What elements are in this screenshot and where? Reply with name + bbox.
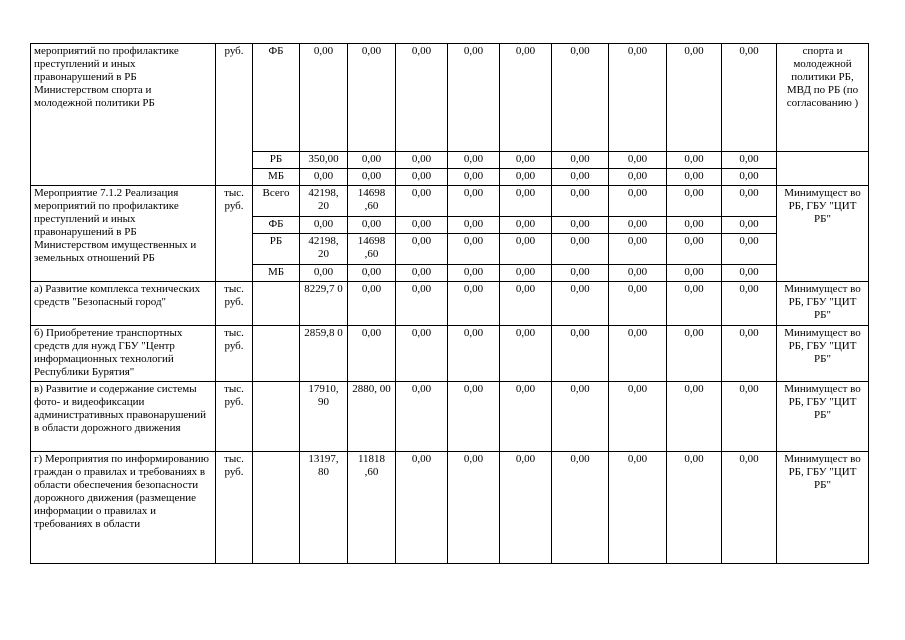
value-cell: 0,00 [448, 326, 500, 382]
unit-cell: тыс. руб. [216, 452, 253, 564]
value-cell: 0,00 [722, 234, 777, 265]
funding-source-cell: ФБ [253, 217, 300, 234]
value-cell: 0,00 [722, 382, 777, 452]
value-cell: 350,00 [300, 152, 348, 169]
value-cell: 0,00 [448, 234, 500, 265]
value-cell: 0,00 [552, 234, 609, 265]
value-cell: 2880, 00 [348, 382, 396, 452]
value-cell: 0,00 [609, 169, 667, 186]
responsible-executor: Минимущест во РБ, ГБУ "ЦИТ РБ" [777, 326, 869, 382]
value-cell: 0,00 [396, 169, 448, 186]
value-cell: 0,00 [667, 326, 722, 382]
value-cell: 0,00 [348, 265, 396, 282]
value-cell: 0,00 [448, 265, 500, 282]
value-cell: 0,00 [552, 217, 609, 234]
value-cell: 11818 ,60 [348, 452, 396, 564]
value-cell: 0,00 [448, 382, 500, 452]
value-cell: 0,00 [722, 152, 777, 169]
value-cell: 8229,7 0 [300, 282, 348, 326]
value-cell: 0,00 [552, 382, 609, 452]
value-cell: 0,00 [500, 217, 552, 234]
value-cell: 0,00 [609, 44, 667, 152]
responsible-executor-empty [777, 152, 869, 186]
funding-source-cell [253, 382, 300, 452]
funding-source-cell: МБ [253, 265, 300, 282]
value-cell: 0,00 [500, 265, 552, 282]
value-cell: 0,00 [448, 152, 500, 169]
responsible-executor: Минимущест во РБ, ГБУ "ЦИТ РБ" [777, 452, 869, 564]
value-cell: 0,00 [609, 234, 667, 265]
value-cell: 0,00 [396, 186, 448, 217]
value-cell: 0,00 [722, 169, 777, 186]
unit-cell: тыс. руб. [216, 382, 253, 452]
value-cell: 0,00 [448, 169, 500, 186]
value-cell: 0,00 [300, 265, 348, 282]
value-cell: 0,00 [500, 169, 552, 186]
value-cell: 0,00 [348, 152, 396, 169]
value-cell: 0,00 [396, 326, 448, 382]
value-cell: 0,00 [500, 186, 552, 217]
value-cell: 0,00 [500, 44, 552, 152]
unit-cell: тыс. руб. [216, 186, 253, 282]
activity-description: в) Развитие и содержание системы фото- и видеофиксации административных правонарушений в области дорожного движения [31, 382, 216, 452]
table-row [31, 382, 869, 452]
responsible-executor: Минимущест во РБ, ГБУ "ЦИТ РБ" [777, 382, 869, 452]
value-cell: 0,00 [609, 186, 667, 217]
value-cell: 0,00 [348, 44, 396, 152]
value-cell: 0,00 [300, 44, 348, 152]
value-cell: 0,00 [667, 217, 722, 234]
value-cell: 0,00 [722, 265, 777, 282]
activity-description: Мероприятие 7.1.2 Реализация мероприятий по профилактике преступлений и иных правонарушений в РБ Министерством имущественных и земельных отношений РБ [31, 186, 216, 282]
value-cell: 0,00 [348, 169, 396, 186]
activity-description: а) Развитие комплекса технических средств "Безопасный город" [31, 282, 216, 326]
funding-source-cell [253, 326, 300, 382]
table-row [31, 44, 869, 152]
value-cell: 0,00 [396, 382, 448, 452]
funding-source-cell: МБ [253, 169, 300, 186]
value-cell: 0,00 [667, 452, 722, 564]
funding-source-cell [253, 452, 300, 564]
funding-source-cell: РБ [253, 234, 300, 265]
value-cell: 0,00 [552, 452, 609, 564]
responsible-executor: спорта и молодежной политики РБ, МВД по РБ (по согласованию ) [777, 44, 869, 152]
table-row [31, 452, 869, 564]
value-cell: 0,00 [722, 44, 777, 152]
value-cell: 0,00 [552, 186, 609, 217]
value-cell: 0,00 [500, 282, 552, 326]
responsible-executor: Минимущест во РБ, ГБУ "ЦИТ РБ" [777, 186, 869, 282]
value-cell: 0,00 [609, 382, 667, 452]
value-cell: 0,00 [396, 265, 448, 282]
value-cell: 0,00 [609, 152, 667, 169]
value-cell: 13197, 80 [300, 452, 348, 564]
value-cell: 0,00 [348, 326, 396, 382]
value-cell: 0,00 [300, 217, 348, 234]
activity-description: мероприятий по профилактике преступлений и иных правонарушений в РБ Министерством спорта и молодежной политики РБ [31, 44, 216, 186]
value-cell: 0,00 [722, 452, 777, 564]
value-cell: 0,00 [348, 282, 396, 326]
value-cell: 0,00 [609, 282, 667, 326]
table-body [31, 44, 869, 564]
responsible-executor: Минимущест во РБ, ГБУ "ЦИТ РБ" [777, 282, 869, 326]
value-cell: 0,00 [448, 452, 500, 564]
value-cell: 0,00 [500, 234, 552, 265]
value-cell: 0,00 [722, 282, 777, 326]
unit-cell: тыс. руб. [216, 282, 253, 326]
value-cell: 0,00 [500, 326, 552, 382]
value-cell: 0,00 [552, 169, 609, 186]
value-cell: 0,00 [552, 282, 609, 326]
program-table [30, 43, 869, 564]
value-cell: 0,00 [609, 265, 667, 282]
value-cell: 0,00 [448, 44, 500, 152]
value-cell: 17910, 90 [300, 382, 348, 452]
value-cell: 0,00 [300, 169, 348, 186]
value-cell: 0,00 [667, 152, 722, 169]
value-cell: 0,00 [396, 152, 448, 169]
value-cell: 0,00 [552, 326, 609, 382]
value-cell: 0,00 [552, 265, 609, 282]
activity-description: г) Мероприятия по информированию граждан о правилах и требованиях в области обеспечения безопасности дорожного движения (размещение информации о правилах и требованиях в области [31, 452, 216, 564]
value-cell: 0,00 [667, 265, 722, 282]
value-cell: 0,00 [552, 152, 609, 169]
value-cell: 0,00 [667, 169, 722, 186]
value-cell: 42198, 20 [300, 186, 348, 217]
activity-description: б) Приобретение транспортных средств для нужд ГБУ "Центр информационных технологий Республики Бурятия" [31, 326, 216, 382]
funding-source-cell: РБ [253, 152, 300, 169]
funding-source-cell: ФБ [253, 44, 300, 152]
value-cell: 0,00 [667, 282, 722, 326]
value-cell: 0,00 [500, 452, 552, 564]
value-cell: 14698 ,60 [348, 234, 396, 265]
value-cell: 2859,8 0 [300, 326, 348, 382]
funding-source-cell [253, 282, 300, 326]
value-cell: 0,00 [667, 186, 722, 217]
value-cell: 0,00 [609, 326, 667, 382]
table-row [31, 326, 869, 382]
value-cell: 0,00 [396, 452, 448, 564]
value-cell: 0,00 [348, 217, 396, 234]
value-cell: 0,00 [667, 382, 722, 452]
value-cell: 0,00 [667, 44, 722, 152]
table-row [31, 282, 869, 326]
value-cell: 0,00 [396, 282, 448, 326]
value-cell: 0,00 [552, 44, 609, 152]
value-cell: 0,00 [722, 326, 777, 382]
unit-cell: тыс. руб. [216, 326, 253, 382]
value-cell: 0,00 [722, 217, 777, 234]
table-row [31, 186, 869, 217]
value-cell: 0,00 [500, 152, 552, 169]
value-cell: 0,00 [396, 44, 448, 152]
value-cell: 0,00 [500, 382, 552, 452]
value-cell: 0,00 [448, 186, 500, 217]
value-cell: 0,00 [722, 186, 777, 217]
value-cell: 0,00 [667, 234, 722, 265]
value-cell: 0,00 [609, 452, 667, 564]
value-cell: 0,00 [448, 217, 500, 234]
unit-cell: руб. [216, 44, 253, 186]
value-cell: 0,00 [448, 282, 500, 326]
value-cell: 14698 ,60 [348, 186, 396, 217]
value-cell: 42198, 20 [300, 234, 348, 265]
value-cell: 0,00 [609, 217, 667, 234]
value-cell: 0,00 [396, 234, 448, 265]
value-cell: 0,00 [396, 217, 448, 234]
funding-source-cell: Всего [253, 186, 300, 217]
